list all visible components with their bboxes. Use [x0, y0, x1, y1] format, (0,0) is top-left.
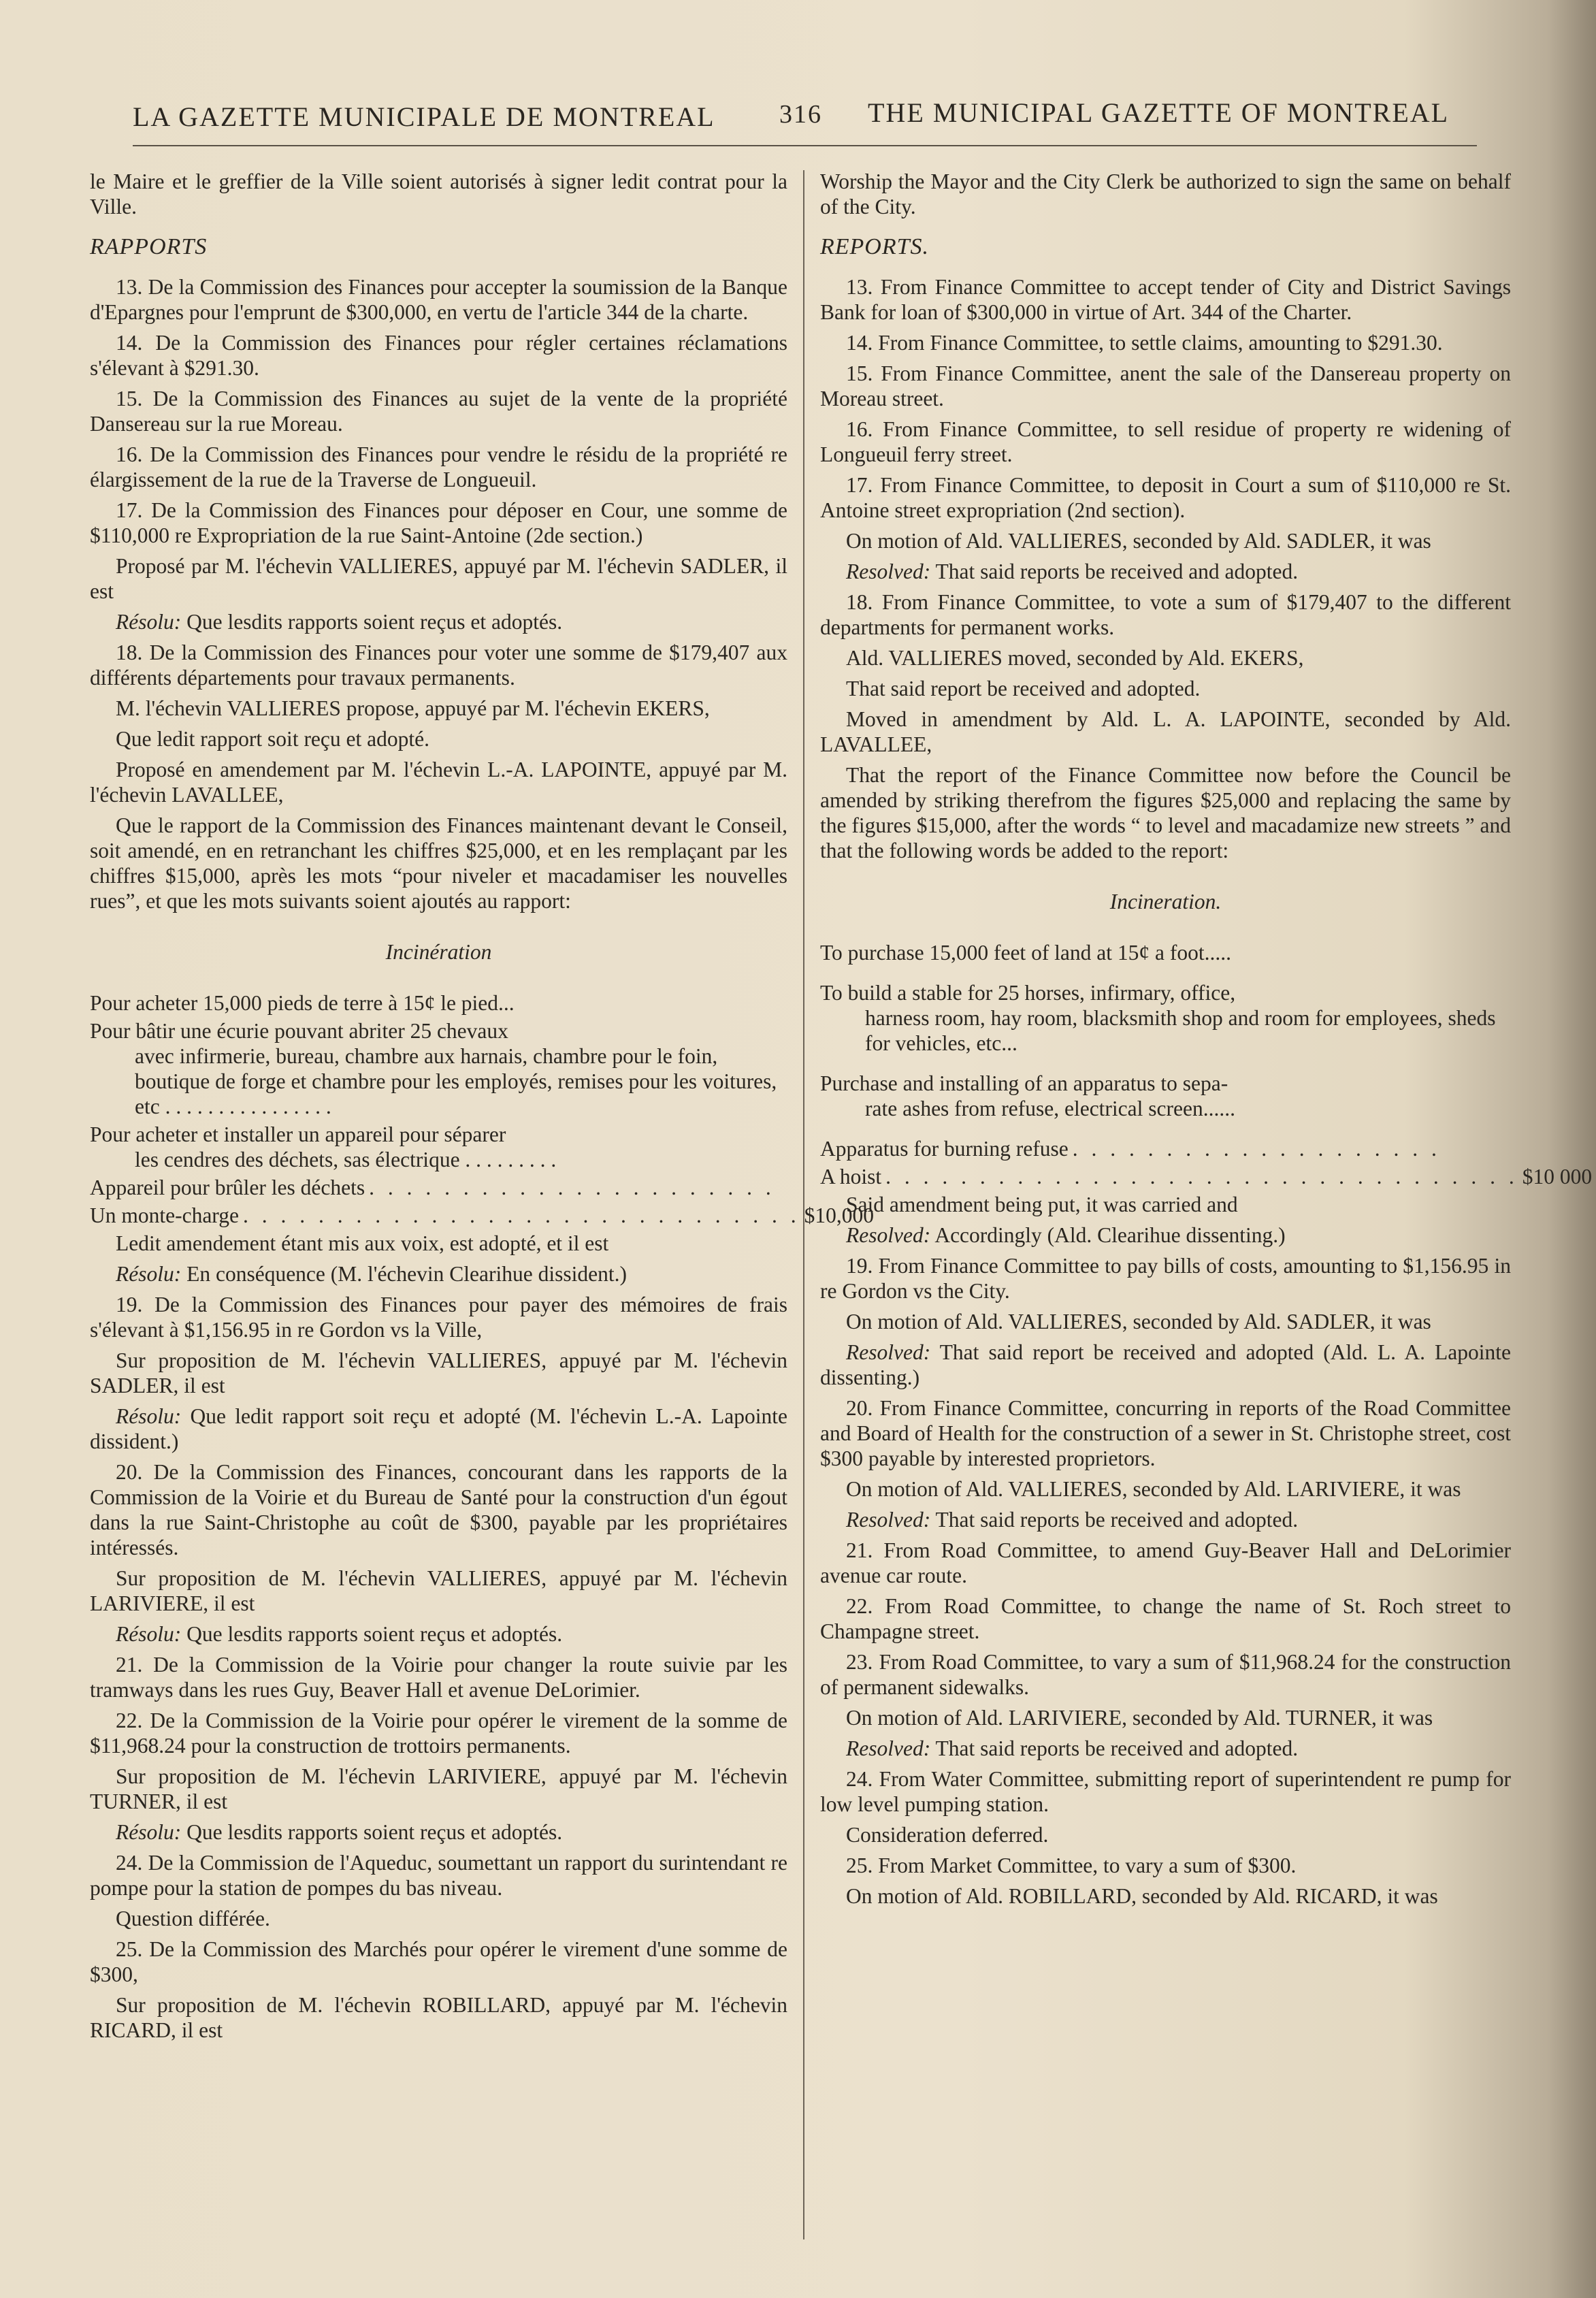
en-motion-23: On motion of Ald. LARIVIERE, seconded by Ald. TURNER, it was — [846, 1706, 1433, 1730]
en-motion-20: On motion of Ald. VALLIERES, seconded by Ald. LARIVIERE, it was — [846, 1477, 1461, 1501]
fr-item-15: 15. De la Commission des Finances au sujet de la vente de la propriété Dansereau sur la rue Moreau. — [90, 387, 787, 436]
en-list-text: To purchase 15,000 feet of land at 15¢ a foot..... — [820, 941, 1231, 965]
fr-section-heading: RAPPORTS — [90, 234, 208, 259]
fr-motion-18-text: Que ledit rapport soit reçu et adopté. — [116, 727, 429, 751]
fr-list-continuation: les cendres des déchets, sas électrique . . . . . . . . . — [135, 1148, 557, 1171]
list-spacer — [820, 1058, 1511, 1071]
en-list-item — [820, 980, 1511, 1056]
fr-motion-25: Sur proposition de M. l'échevin ROBILLARD, appuyé par M. l'échevin RICARD, il est — [90, 1993, 787, 2042]
en-resolution-3 — [820, 1340, 1511, 1390]
fr-list-text: Un monte-charge — [90, 1203, 239, 1227]
en-list-amount: $10 000 — [1522, 1165, 1593, 1188]
dot-leader: . . . . . . . . . . . . . . . . . . . . . . . . . . . . . . — [242, 1203, 800, 1227]
fr-list-item — [90, 1122, 787, 1172]
fr-resolution-2 — [90, 1261, 787, 1286]
en-resolution-5 — [820, 1736, 1511, 1761]
en-incineration-list — [820, 940, 1593, 1189]
resolution-text: En conséquence (M. l'échevin Clearihue dissident.) — [181, 1262, 627, 1286]
en-motion-18-text: That said report be received and adopted. — [846, 677, 1201, 700]
fr-deferred: Question différée. — [116, 1907, 270, 1930]
fr-item-19: 19. De la Commission des Finances pour payer des mémoires de frais s'élevant à $1,156.95 in re Gordon vs la Ville, — [90, 1293, 787, 1342]
header-french-title: LA GAZETTE MUNICIPALE DE MONTREAL — [133, 101, 715, 132]
resolution-label: Resolved: — [846, 1736, 931, 1760]
resolution-text: Que lesdits rapports soient reçus et adoptés. — [181, 1820, 563, 1844]
fr-amendment-vote: Ledit amendement étant mis aux voix, est adopté, et il est — [116, 1231, 609, 1255]
fr-list-item — [90, 990, 787, 1016]
en-item-20: 20. From Finance Committee, concurring in reports of the Road Committee and Board of Health for the construction of a sewer in St. Christophe street, cost $300 payable by interested proprietors. — [820, 1396, 1511, 1470]
en-resolution-1 — [820, 559, 1511, 584]
fr-list-continuation: avec infirmerie, bureau, chambre aux harnais, chambre pour le foin, boutique de forge et chambre pour les employés, remises pour les voitures, etc . . . . . . . . . . . . . . . . — [135, 1044, 777, 1118]
resolution-text: That said reports be received and adopted. — [930, 1736, 1299, 1760]
fr-list-text: Appareil pour brûler les déchets — [90, 1176, 365, 1199]
fr-item-24: 24. De la Commission de l'Aqueduc, soumettant un rapport du surintendant re pompe pour la station de pompes du bas niveau. — [90, 1851, 787, 1900]
en-list-continuation: rate ashes from refuse, electrical screen...... — [865, 1097, 1235, 1120]
english-column — [820, 169, 1593, 1914]
en-amendment-vote: Said amendment being put, it was carried and — [846, 1193, 1238, 1216]
fr-motion-22: Sur proposition de M. l'échevin LARIVIERE, appuyé par M. l'échevin TURNER, il est — [90, 1764, 787, 1813]
en-item-25: 25. From Market Committee, to vary a sum of $300. — [846, 1854, 1297, 1877]
resolution-label: Resolved: — [846, 1223, 931, 1247]
resolution-text: That said reports be received and adopted. — [930, 560, 1299, 583]
fr-resolution-3 — [90, 1404, 787, 1454]
en-amendment-text: That the report of the Finance Committee now before the Council be amended by striking therefrom the figures $25,000 and replacing the same by the figures $15,000, after the words “ to level and macadamize new streets ” and that the following words be added to the report: — [820, 763, 1511, 862]
fr-list-text: les cendres des déchets, sas électrique — [135, 1148, 460, 1171]
fr-list-text: Pour acheter 15,000 pieds de terre à 15¢ le pied... — [90, 991, 515, 1015]
header-rule — [133, 145, 1477, 146]
fr-amendment-motion: Proposé en amendement par M. l'échevin L.-A. LAPOINTE, appuyé par M. l'échevin LAVALLEE, — [90, 758, 787, 807]
page-number: 316 — [779, 100, 822, 129]
en-list-continuation: harness room, hay room, blacksmith shop and room for employees, sheds for vehicles, etc... — [865, 1006, 1496, 1055]
en-motion-25: On motion of Ald. ROBILLARD, seconded by Ald. RICARD, it was — [846, 1884, 1438, 1908]
en-item-21: 21. From Road Committee, to amend Guy-Beaver Hall and DeLorimier avenue car route. — [820, 1538, 1511, 1587]
fr-item-21: 21. De la Commission de la Voirie pour changer la route suivie par les tramways dans les rues Guy, Beaver Hall et avenue DeLorimier. — [90, 1653, 787, 1702]
fr-list-item — [90, 1175, 787, 1200]
en-list-item — [820, 1164, 1593, 1189]
resolution-label: Resolved: — [846, 1508, 931, 1532]
en-resolution-2 — [820, 1223, 1511, 1248]
dot-leader: . . . . . . . . . . . . . . . . . . . . . . — [369, 1176, 775, 1199]
fr-item-16: 16. De la Commission des Finances pour vendre le résidu de la propriété re élargissement de la rue de la Traverse de Longueuil. — [90, 442, 787, 491]
en-resolution-4 — [820, 1507, 1511, 1532]
en-amendment-motion: Moved in amendment by Ald. L. A. LAPOINTE, seconded by Ald. LAVALLEE, — [820, 707, 1511, 756]
fr-resolution-4 — [90, 1621, 787, 1647]
fr-list-text: avec infirmerie, bureau, chambre aux harnais, chambre pour le foin, boutique de forge et chambre pour les employés, remises pour les voitures, etc — [135, 1044, 777, 1118]
en-list-item — [820, 1071, 1511, 1121]
fr-item-14: 14. De la Commission des Finances pour régler certaines réclamations s'élevant à $291.30. — [90, 331, 787, 380]
en-list-text: A hoist — [820, 1165, 882, 1188]
resolution-text: That said report be received and adopted (Ald. L. A. Lapointe dissenting.) — [820, 1340, 1511, 1389]
resolution-text: Que lesdits rapports soient reçus et adoptés. — [181, 1622, 563, 1646]
en-section-heading: REPORTS. — [820, 234, 930, 259]
en-list-text: Apparatus for burning refuse — [820, 1137, 1069, 1161]
fr-amendment-text: Que le rapport de la Commission des Finances maintenant devant le Conseil, soit amendé, en en retranchant les chiffres $25,000, et en les remplaçant par les chiffres $15,000, après les mots “pour niveler et macadamiser les nouvelles rues”, et que les mots suivants soient ajoutés au rapport: — [90, 813, 787, 913]
resolution-label: Resolved: — [846, 1340, 931, 1364]
fr-item-17: 17. De la Commission des Finances pour déposer en Cour, une somme de $110,000 re Expropriation de la rue Saint-Antoine (2de section.) — [90, 498, 787, 547]
en-motion-19: On motion of Ald. VALLIERES, seconded by Ald. SADLER, it was — [846, 1310, 1431, 1333]
en-subheading: Incineration. — [1109, 890, 1222, 913]
dot-leader: . . . . . . . . . . . . . . . . . . . . . . . . . . . . . . . . . . — [885, 1165, 1518, 1188]
resolution-label: Résolu: — [116, 610, 182, 634]
fr-item-25: 25. De la Commission des Marchés pour opérer le virement d'une somme de $300, — [90, 1937, 787, 1986]
en-item-13: 13. From Finance Committee to accept tender of City and District Savings Bank for loan of $300,000 in virtue of Art. 344 of the Charter. — [820, 275, 1511, 324]
en-list-text: Purchase and installing of an apparatus to sepa- — [820, 1071, 1228, 1095]
resolution-text: Que lesdits rapports soient reçus et adoptés. — [181, 610, 563, 634]
en-list-item — [820, 1136, 1511, 1161]
dot-leader: . . . . . . . . . . . . . . . . . . . . — [1072, 1137, 1441, 1161]
en-list-item — [820, 940, 1511, 965]
resolution-text: That said reports be received and adopted. — [930, 1508, 1299, 1532]
en-item-16: 16. From Finance Committee, to sell residue of property re widening of Longueuil ferry street. — [820, 417, 1511, 466]
fr-motion-18: M. l'échevin VALLIERES propose, appuyé par M. l'échevin EKERS, — [116, 696, 710, 720]
fr-motion-20: Sur proposition de M. l'échevin VALLIERES, appuyé par M. l'échevin LARIVIERE, il est — [90, 1566, 787, 1615]
fr-motion-17: Proposé par M. l'échevin VALLIERES, appuyé par M. l'échevin SADLER, il est — [90, 554, 787, 603]
resolution-label: Résolu: — [116, 1622, 182, 1646]
en-list-text: To build a stable for 25 horses, infirmary, office, — [820, 981, 1236, 1005]
list-spacer — [820, 1124, 1511, 1136]
en-motion-17: On motion of Ald. VALLIERES, seconded by Ald. SADLER, it was — [846, 529, 1431, 553]
fr-list-item — [90, 1018, 787, 1119]
fr-paragraph-intro: le Maire et le greffier de la Ville soient autorisés à signer ledit contrat pour la Ville. — [90, 169, 787, 219]
fr-resolution-5 — [90, 1819, 787, 1845]
fr-item-13: 13. De la Commission des Finances pour accepter la soumission de la Banque d'Epargnes pour l'emprunt de $300,000, en vertu de l'article 344 de la charte. — [90, 275, 787, 324]
fr-item-18: 18. De la Commission des Finances pour voter une somme de $179,407 aux différents départements pour travaux permanents. — [90, 641, 787, 690]
resolution-label: Resolved: — [846, 560, 931, 583]
en-item-18: 18. From Finance Committee, to vote a sum of $179,407 to the different departments for permanent works. — [820, 590, 1511, 639]
resolution-text: Que ledit rapport soit reçu et adopté (M. l'échevin L.-A. Lapointe dissident.) — [90, 1404, 787, 1453]
en-item-15: 15. From Finance Committee, anent the sale of the Dansereau property on Moreau street. — [820, 361, 1511, 410]
fr-list-item — [90, 1203, 874, 1228]
en-item-23: 23. From Road Committee, to vary a sum of $11,968.24 for the construction of permanent sidewalks. — [820, 1650, 1511, 1699]
fr-item-20: 20. De la Commission des Finances, concourant dans les rapports de la Commission de la Voirie et du Bureau de Santé pour la construction d'un égout dans la rue Saint-Christophe au coût de $300, payable par les propriétaires intéressés. — [90, 1460, 787, 1559]
en-item-19: 19. From Finance Committee to pay bills of costs, amounting to $1,156.95 in re Gordon vs the City. — [820, 1254, 1511, 1303]
fr-resolution-1 — [90, 609, 787, 634]
resolution-text: Accordingly (Ald. Clearihue dissenting.) — [930, 1223, 1286, 1247]
en-paragraph-intro: Worship the Mayor and the City Clerk be authorized to sign the same on behalf of the City. — [820, 169, 1511, 219]
en-deferred: Consideration deferred. — [846, 1823, 1049, 1847]
resolution-label: Résolu: — [116, 1404, 182, 1428]
page-header — [133, 94, 1470, 142]
header-english-title: THE MUNICIPAL GAZETTE OF MONTREAL — [868, 97, 1450, 128]
list-spacer — [820, 968, 1511, 980]
en-motion-18: Ald. VALLIERES moved, seconded by Ald. EKERS, — [846, 646, 1304, 670]
resolution-label: Résolu: — [116, 1820, 182, 1844]
fr-motion-19: Sur proposition de M. l'échevin VALLIERES, appuyé par M. l'échevin SADLER, il est — [90, 1348, 787, 1397]
fr-item-22: 22. De la Commission de la Voirie pour opérer le virement de la somme de $11,968.24 pour la construction de trottoirs permanents. — [90, 1709, 787, 1758]
en-item-17: 17. From Finance Committee, to deposit in Court a sum of $110,000 re St. Antoine street expropriation (2nd section). — [820, 473, 1511, 522]
fr-list-amount: $10,000 — [804, 1203, 874, 1227]
fr-list-text: Pour bâtir une écurie pouvant abriter 25 chevaux — [90, 1019, 508, 1043]
resolution-label: Résolu: — [116, 1262, 182, 1286]
en-item-22: 22. From Road Committee, to change the name of St. Roch street to Champagne street. — [820, 1594, 1511, 1643]
en-item-24: 24. From Water Committee, submitting report of superintendent re pump for low level pumping station. — [820, 1767, 1511, 1816]
fr-subheading: Incinération — [385, 940, 492, 964]
en-item-14: 14. From Finance Committee, to settle claims, amounting to $291.30. — [846, 331, 1443, 355]
fr-list-text: Pour acheter et installer un appareil pour séparer — [90, 1122, 506, 1146]
